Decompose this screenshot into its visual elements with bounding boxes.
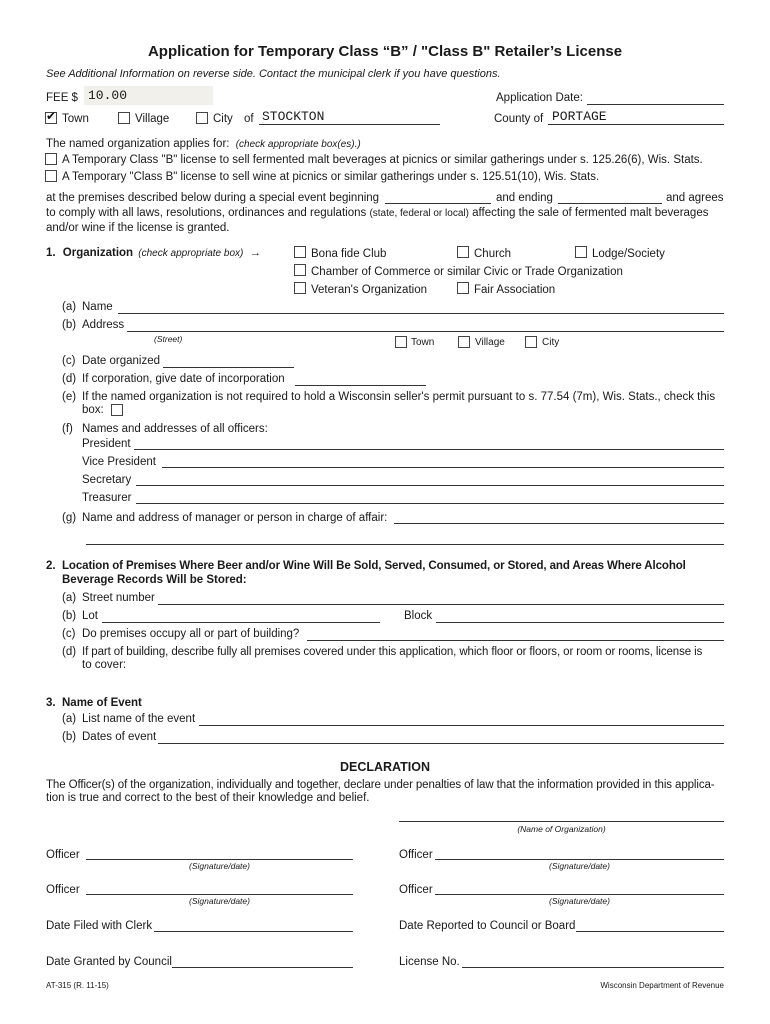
vice-president-label: Vice President	[82, 456, 156, 468]
address-town-checkbox[interactable]	[395, 336, 407, 348]
address-village-checkbox[interactable]	[458, 336, 470, 348]
chamber-checkbox[interactable]	[294, 264, 306, 276]
town-checkbox[interactable]	[45, 112, 57, 124]
officer-1-label: Officer	[46, 849, 80, 861]
manager-label: Name and address of manager or person in charge of affair:	[82, 512, 388, 524]
event-name-field[interactable]	[199, 725, 724, 726]
item-f-marker: (f)	[62, 423, 73, 435]
subtitle: See Additional Information on reverse side. Contact the municipal clerk if you have questions.	[46, 68, 501, 80]
s2-item-b-marker: (b)	[62, 610, 77, 622]
event-name-label: List name of the event	[82, 713, 196, 725]
address-field[interactable]	[127, 331, 724, 332]
item-e-marker: (e)	[62, 391, 77, 403]
veterans-checkbox[interactable]	[294, 282, 306, 294]
city-checkbox[interactable]	[196, 112, 208, 124]
officer-4-caption: (Signature/date)	[549, 896, 610, 906]
date-organized-label: Date organized	[82, 355, 160, 367]
city-label: City	[213, 113, 233, 125]
event-begin-field[interactable]	[385, 203, 491, 204]
section-2-heading-num: 2.	[46, 560, 56, 572]
name-field[interactable]	[118, 313, 724, 314]
address-city-label: City	[542, 337, 560, 348]
section-3-heading-num: 3.	[46, 697, 56, 709]
officer-2-signature-field[interactable]	[435, 859, 724, 860]
license-option-2-checkbox[interactable]	[45, 170, 57, 182]
s3-item-b-marker: (b)	[62, 731, 77, 743]
license-no-label: License No.	[399, 956, 460, 968]
fee-label: FEE $	[46, 92, 78, 104]
section-3-heading: Name of Event	[62, 697, 142, 709]
officer-1-signature-field[interactable]	[86, 859, 353, 860]
secretary-field[interactable]	[136, 485, 724, 486]
event-dates-label: Dates of event	[82, 731, 157, 743]
street-caption: (Street)	[154, 334, 183, 344]
manager-field-2[interactable]	[86, 544, 724, 545]
president-label: President	[82, 438, 131, 450]
date-granted-field[interactable]	[172, 967, 353, 968]
application-date-field[interactable]	[587, 104, 724, 105]
fair-label: Fair Association	[474, 284, 556, 296]
s2-item-a-marker: (a)	[62, 592, 77, 604]
item-d-marker: (d)	[62, 373, 77, 385]
county-label: County of	[494, 113, 544, 125]
incorporation-label: If corporation, give date of incorporation	[82, 373, 285, 385]
seller-permit-checkbox[interactable]	[111, 404, 123, 416]
block-label: Block	[404, 610, 433, 622]
officer-2-caption: (Signature/date)	[549, 861, 610, 871]
seller-permit-box-label: box:	[82, 404, 104, 416]
officer-4-signature-field[interactable]	[435, 894, 724, 895]
item-g-marker: (g)	[62, 512, 77, 524]
section-1-heading: 1. Organization (check appropriate box) →	[46, 247, 262, 259]
date-reported-field[interactable]	[576, 931, 724, 932]
license-option-1: A Temporary Class "B" license to sell fermented malt beverages at picnics or similar gatherings under s. 125.26(6), Wis. Stats.	[62, 154, 703, 166]
address-village-label: Village	[475, 337, 505, 348]
lot-label: Lot	[82, 610, 98, 622]
date-granted-label: Date Granted by Council	[46, 956, 172, 968]
application-date-label: Application Date:	[496, 92, 583, 104]
s2-item-d-marker: (d)	[62, 646, 77, 658]
name-label: Name	[82, 301, 113, 313]
seller-permit-text: If the named organization is not required to hold a Wisconsin seller's permit pursuant to s. 77.54 (7m), Wis. Stats., check this	[82, 391, 716, 403]
license-option-2: A Temporary "Class B" license to sell wine at picnics or similar gatherings under s. 125.51(10), Wis. Stats.	[62, 171, 600, 183]
occupy-label: Do premises occupy all or part of building?	[82, 628, 300, 640]
and-ending-label: and ending	[496, 192, 553, 204]
date-reported-label: Date Reported to Council or Board	[399, 920, 576, 932]
date-filed-label: Date Filed with Clerk	[46, 920, 153, 932]
chamber-label: Chamber of Commerce or similar Civic or Trade Organization	[311, 266, 623, 278]
officer-3-label: Officer	[46, 884, 80, 896]
church-label: Church	[474, 248, 512, 260]
describe-text-2: to cover:	[82, 659, 127, 671]
item-c-marker: (c)	[62, 355, 76, 367]
officer-4-label: Officer	[399, 884, 433, 896]
church-checkbox[interactable]	[457, 246, 469, 258]
item-b-marker: (b)	[62, 319, 77, 331]
manager-field-1[interactable]	[394, 523, 724, 524]
town-label: Town	[62, 113, 89, 125]
organization-name-caption: (Name of Organization)	[517, 824, 606, 834]
premises-text-2: to comply with all laws, resolutions, ordinances and regulations (state, federal or local) affecting the sale of fermented malt beverages	[46, 207, 709, 219]
county-field[interactable]	[548, 124, 724, 125]
agency: Wisconsin Department of Revenue	[600, 981, 724, 990]
address-label: Address	[82, 319, 125, 331]
bona-fide-label: Bona fide Club	[311, 248, 387, 260]
incorporation-field[interactable]	[295, 385, 426, 386]
of-label: of	[244, 113, 254, 125]
officers-label: Names and addresses of all officers:	[82, 423, 268, 435]
lot-field[interactable]	[102, 622, 380, 623]
village-checkbox[interactable]	[118, 112, 130, 124]
officer-3-caption: (Signature/date)	[189, 896, 250, 906]
address-city-checkbox[interactable]	[525, 336, 537, 348]
declaration-text-1: The Officer(s) of the organization, individually and together, declare under penalties of law that the information provided in this applica-	[46, 779, 715, 791]
fee-value: 10.00	[88, 88, 128, 103]
officer-3-signature-field[interactable]	[86, 894, 353, 895]
form-id: AT-315 (R. 11-15)	[46, 981, 109, 990]
lodge-checkbox[interactable]	[575, 246, 587, 258]
license-no-field[interactable]	[462, 967, 724, 968]
street-number-label: Street number	[82, 592, 155, 604]
street-number-field[interactable]	[158, 604, 724, 605]
secretary-label: Secretary	[82, 474, 132, 486]
municipality-value: STOCKTON	[262, 109, 325, 124]
treasurer-field[interactable]	[136, 503, 724, 504]
block-field[interactable]	[436, 622, 724, 623]
page-title: Application for Temporary Class “B” / "Class B" Retailer’s License	[147, 43, 623, 60]
veterans-label: Veteran's Organization	[311, 284, 427, 296]
declaration-heading: DECLARATION	[339, 760, 431, 774]
date-organized-field[interactable]	[163, 367, 294, 368]
section-2-heading-line-2: Beverage Records Will be Stored:	[62, 574, 247, 586]
fair-checkbox[interactable]	[457, 282, 469, 294]
and-agrees-label: and agrees	[666, 192, 724, 204]
vice-president-field[interactable]	[162, 467, 724, 468]
officer-1-caption: (Signature/date)	[189, 861, 250, 871]
municipality-field[interactable]	[259, 124, 440, 125]
event-dates-field[interactable]	[158, 743, 724, 744]
county-value: PORTAGE	[552, 109, 607, 124]
declaration-text-2: tion is true and correct to the best of their knowledge and belief.	[46, 792, 370, 804]
organization-name-field[interactable]	[399, 821, 724, 822]
describe-text-1: If part of building, describe fully all premises covered under this application, which floor or floors, or room or rooms, license is	[82, 646, 703, 658]
lodge-label: Lodge/Society	[592, 248, 665, 260]
date-filed-field[interactable]	[154, 931, 353, 932]
s3-item-a-marker: (a)	[62, 713, 77, 725]
item-a-marker: (a)	[62, 301, 77, 313]
president-field[interactable]	[134, 449, 724, 450]
premises-text-3: and/or wine if the license is granted.	[46, 222, 230, 234]
officer-2-label: Officer	[399, 849, 433, 861]
treasurer-label: Treasurer	[82, 492, 132, 504]
event-end-field[interactable]	[558, 203, 662, 204]
bona-fide-checkbox[interactable]	[294, 246, 306, 258]
premises-text-1: at the premises described below during a special event beginning	[46, 192, 380, 204]
s2-item-c-marker: (c)	[62, 628, 76, 640]
village-label: Village	[135, 113, 170, 125]
license-option-1-checkbox[interactable]	[45, 153, 57, 165]
address-town-label: Town	[411, 337, 435, 348]
applies-for-label: The named organization applies for: (check appropriate box(es).)	[46, 138, 361, 150]
occupy-field[interactable]	[307, 640, 724, 641]
section-2-heading-line-1: Location of Premises Where Beer and/or Wine Will Be Sold, Served, Consumed, or Stored, and Areas Where Alcohol	[62, 560, 686, 572]
